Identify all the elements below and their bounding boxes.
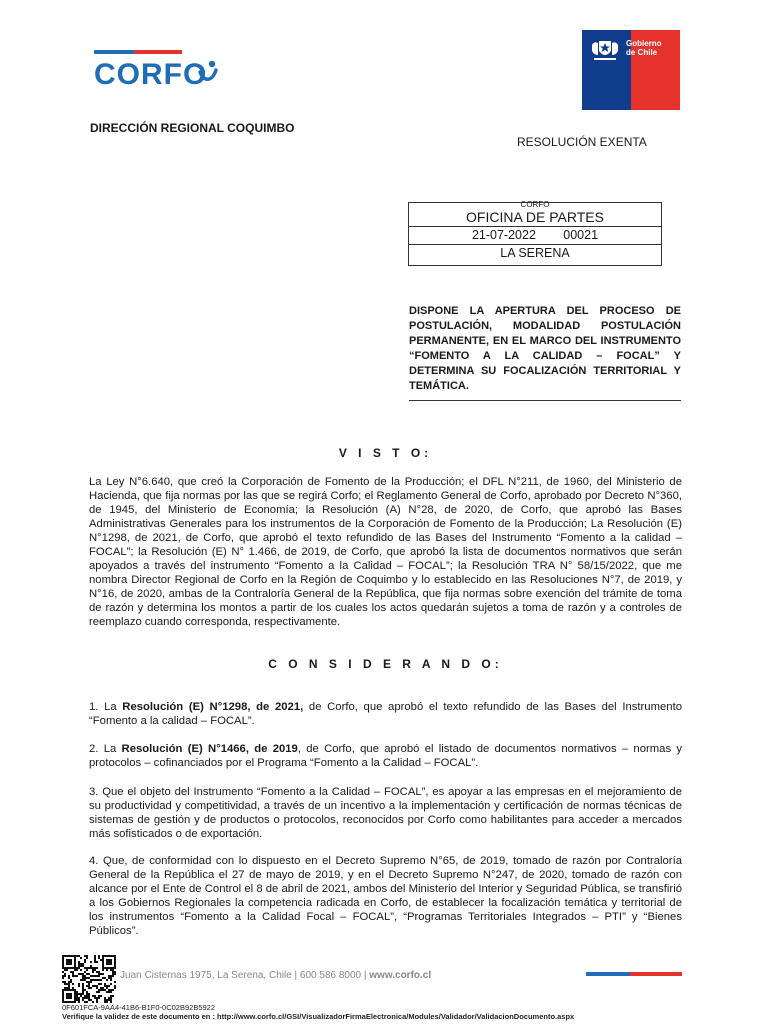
gob-logo-text: [626, 39, 662, 57]
logo-bar-blue: [94, 50, 134, 54]
logo-bar-red: [134, 50, 182, 54]
qr-code: [62, 955, 116, 1003]
visto-heading: V I S T O:: [338, 446, 433, 460]
corfo-figure-icon: [198, 60, 218, 86]
gobierno-de-chile-logo: [582, 30, 680, 110]
item-1-rest: de Corfo, que aprobó el texto refundido de las Bases del Instrumento “Fomento a la calidad – FOCAL”.: [89, 701, 682, 727]
stamp-date: 21-07-2022: [471, 228, 536, 242]
direccion-regional-label: DIRECCIÓN REGIONAL COQUIMBO: [90, 121, 295, 135]
stamp-divider: [409, 226, 661, 227]
chile-coat-of-arms-icon: [590, 37, 620, 63]
document-id: 0F601FCA-9AA4-41B6-B1F0-0C02B92B5922: [62, 1003, 216, 1012]
stamp-date-number: [409, 228, 661, 242]
stamp-divider-2: [409, 244, 661, 245]
stamp-city: LA SERENA: [500, 246, 570, 260]
considerando-item-3: 3. Que el objeto del Instrumento “Fomento a la Calidad – FOCAL”, es apoyar a las empresas en el mejoramiento de su productividad y competitividad, a través de un incentivo a la implementación y certificación de normas técnicas de sistemas de gestión y de productos o protocolos, reconocidos por Corfo como habilitantes para acceder a mercados más sofisticados o de exportación.: [89, 786, 682, 840]
item-2-prefix: 2. La: [89, 743, 122, 755]
footer-color-bar: [586, 972, 682, 976]
considerando-item-1: [89, 700, 682, 728]
considerando-item-4: 4. Que, de conformidad con lo dispuesto en el Decreto Supremo N°65, de 2019, tomado de razón por Contraloría General de la República el 27 de mayo de 2019, y en el Decreto Supremo N°247, de 2020, tomado de razón con alcance por el Ente de Control el 8 de abril de 2021, ambos del Ministerio del Interior y Seguridad Pública, se transfirió a los Gobiernos Regionales la competencia radicada en Corfo, de establecer la focalización temática y territorial de los instrumentos “Fomento a la Calidad Focal – FOCAL”, “Programas Territoriales Integrados – PTI” y “Bienes Públicos”.: [89, 855, 682, 937]
considerando-heading: C O N S I D E R A N D O:: [268, 657, 503, 671]
oficina-de-partes-stamp: [408, 202, 662, 266]
verification-url[interactable]: Verifique la validez de este documento en : http://www.corfo.cl/GSI/VisualizadorFirmaElectronica/Modules/Validador/ValidacionDocumento.aspx: [62, 1012, 575, 1021]
stamp-number: 00021: [563, 228, 599, 242]
resolution-title: DISPONE LA APERTURA DEL PROCESO DE POSTULACIÓN, MODALIDAD POSTULACIÓN PERMANENTE, EN EL MARCO DEL INSTRUMENTO “FOMENTO A LA CALIDAD – FOCAL” Y DETERMINA SU FOCALIZACIÓN TERRITORIAL Y TEMÁTICA.: [409, 305, 681, 392]
considerando-item-2: [89, 742, 682, 770]
visto-paragraph: La Ley N°6.640, que creó la Corporación de Fomento de la Producción; el DFL N°211, de 1960, del Ministerio de Hacienda, que fija normas por las que se regirá Corfo; el Reglamento General de Corfo, aprobado por Decreto N°360, de 1945, del Ministerio de Economía; la Resolución (A) N°28, de 2020, de Corfo, que aprobó las Bases Administrativas Generales para los instrumentos de la Corporación de Fomento de la Producción; La Resolución (E) N°1298, de 2021, de Corfo, que aprobó el texto refundido de las Bases del Instrumento “Fomento a la calidad – FOCAL”; la Resolución (E) N° 1.466, de 2019, de Corfo, que aprobó la lista de documentos normativos que serán apoyados a través del instrumento “Fomento a la Calidad – FOCAL”; la Resolución TRA N° 58/15/2022, que me nombra Director Regional de Corfo en la Región de Coquimbo y lo establecido en las Resoluciones N°7, de 2019, y N°16, de 2020, ambas de la Contraloría General de la República, que fija normas sobre exención del trámite de toma de razón y determina los montos a partir de los cuales los actos quedarán sujetos a toma de razón y a controles de reemplazo cuando corresponda, respectivamente.: [89, 476, 682, 628]
footer-website-link[interactable]: www.corfo.cl: [369, 970, 432, 981]
qr-code-icon: [62, 955, 116, 1003]
footer-address: Juan Cisternas 1975, La Serena, Chile | 600 586 8000 |: [120, 970, 370, 981]
corfo-logo: [94, 46, 224, 96]
stamp-office: OFICINA DE PARTES: [466, 209, 604, 225]
item-1-prefix: 1. La: [89, 701, 123, 713]
item-1-bold: Resolución (E) N°1298, de 2021,: [122, 701, 304, 713]
gob-logo-line1: Gobierno: [626, 39, 662, 48]
stamp-corfo: CORFO: [520, 200, 550, 209]
footer-bar-blue: [586, 972, 630, 976]
title-rule: [409, 400, 681, 401]
resolucion-exenta-label: RESOLUCIÓN EXENTA: [517, 135, 647, 149]
footer-contact: [120, 970, 431, 981]
gob-logo-line2: de Chile: [626, 48, 658, 57]
item-2-bold: Resolución (E) N°1466, de 2019: [121, 743, 298, 755]
corfo-wordmark: CORFO: [94, 58, 208, 91]
footer-bar-red: [630, 972, 682, 976]
item-2-rest: , de Corfo, que aprobó el listado de documentos normativos – normas y protocolos – cofinanciados por el Programa “Fomento a la Calidad – FOCAL”.: [89, 743, 683, 769]
